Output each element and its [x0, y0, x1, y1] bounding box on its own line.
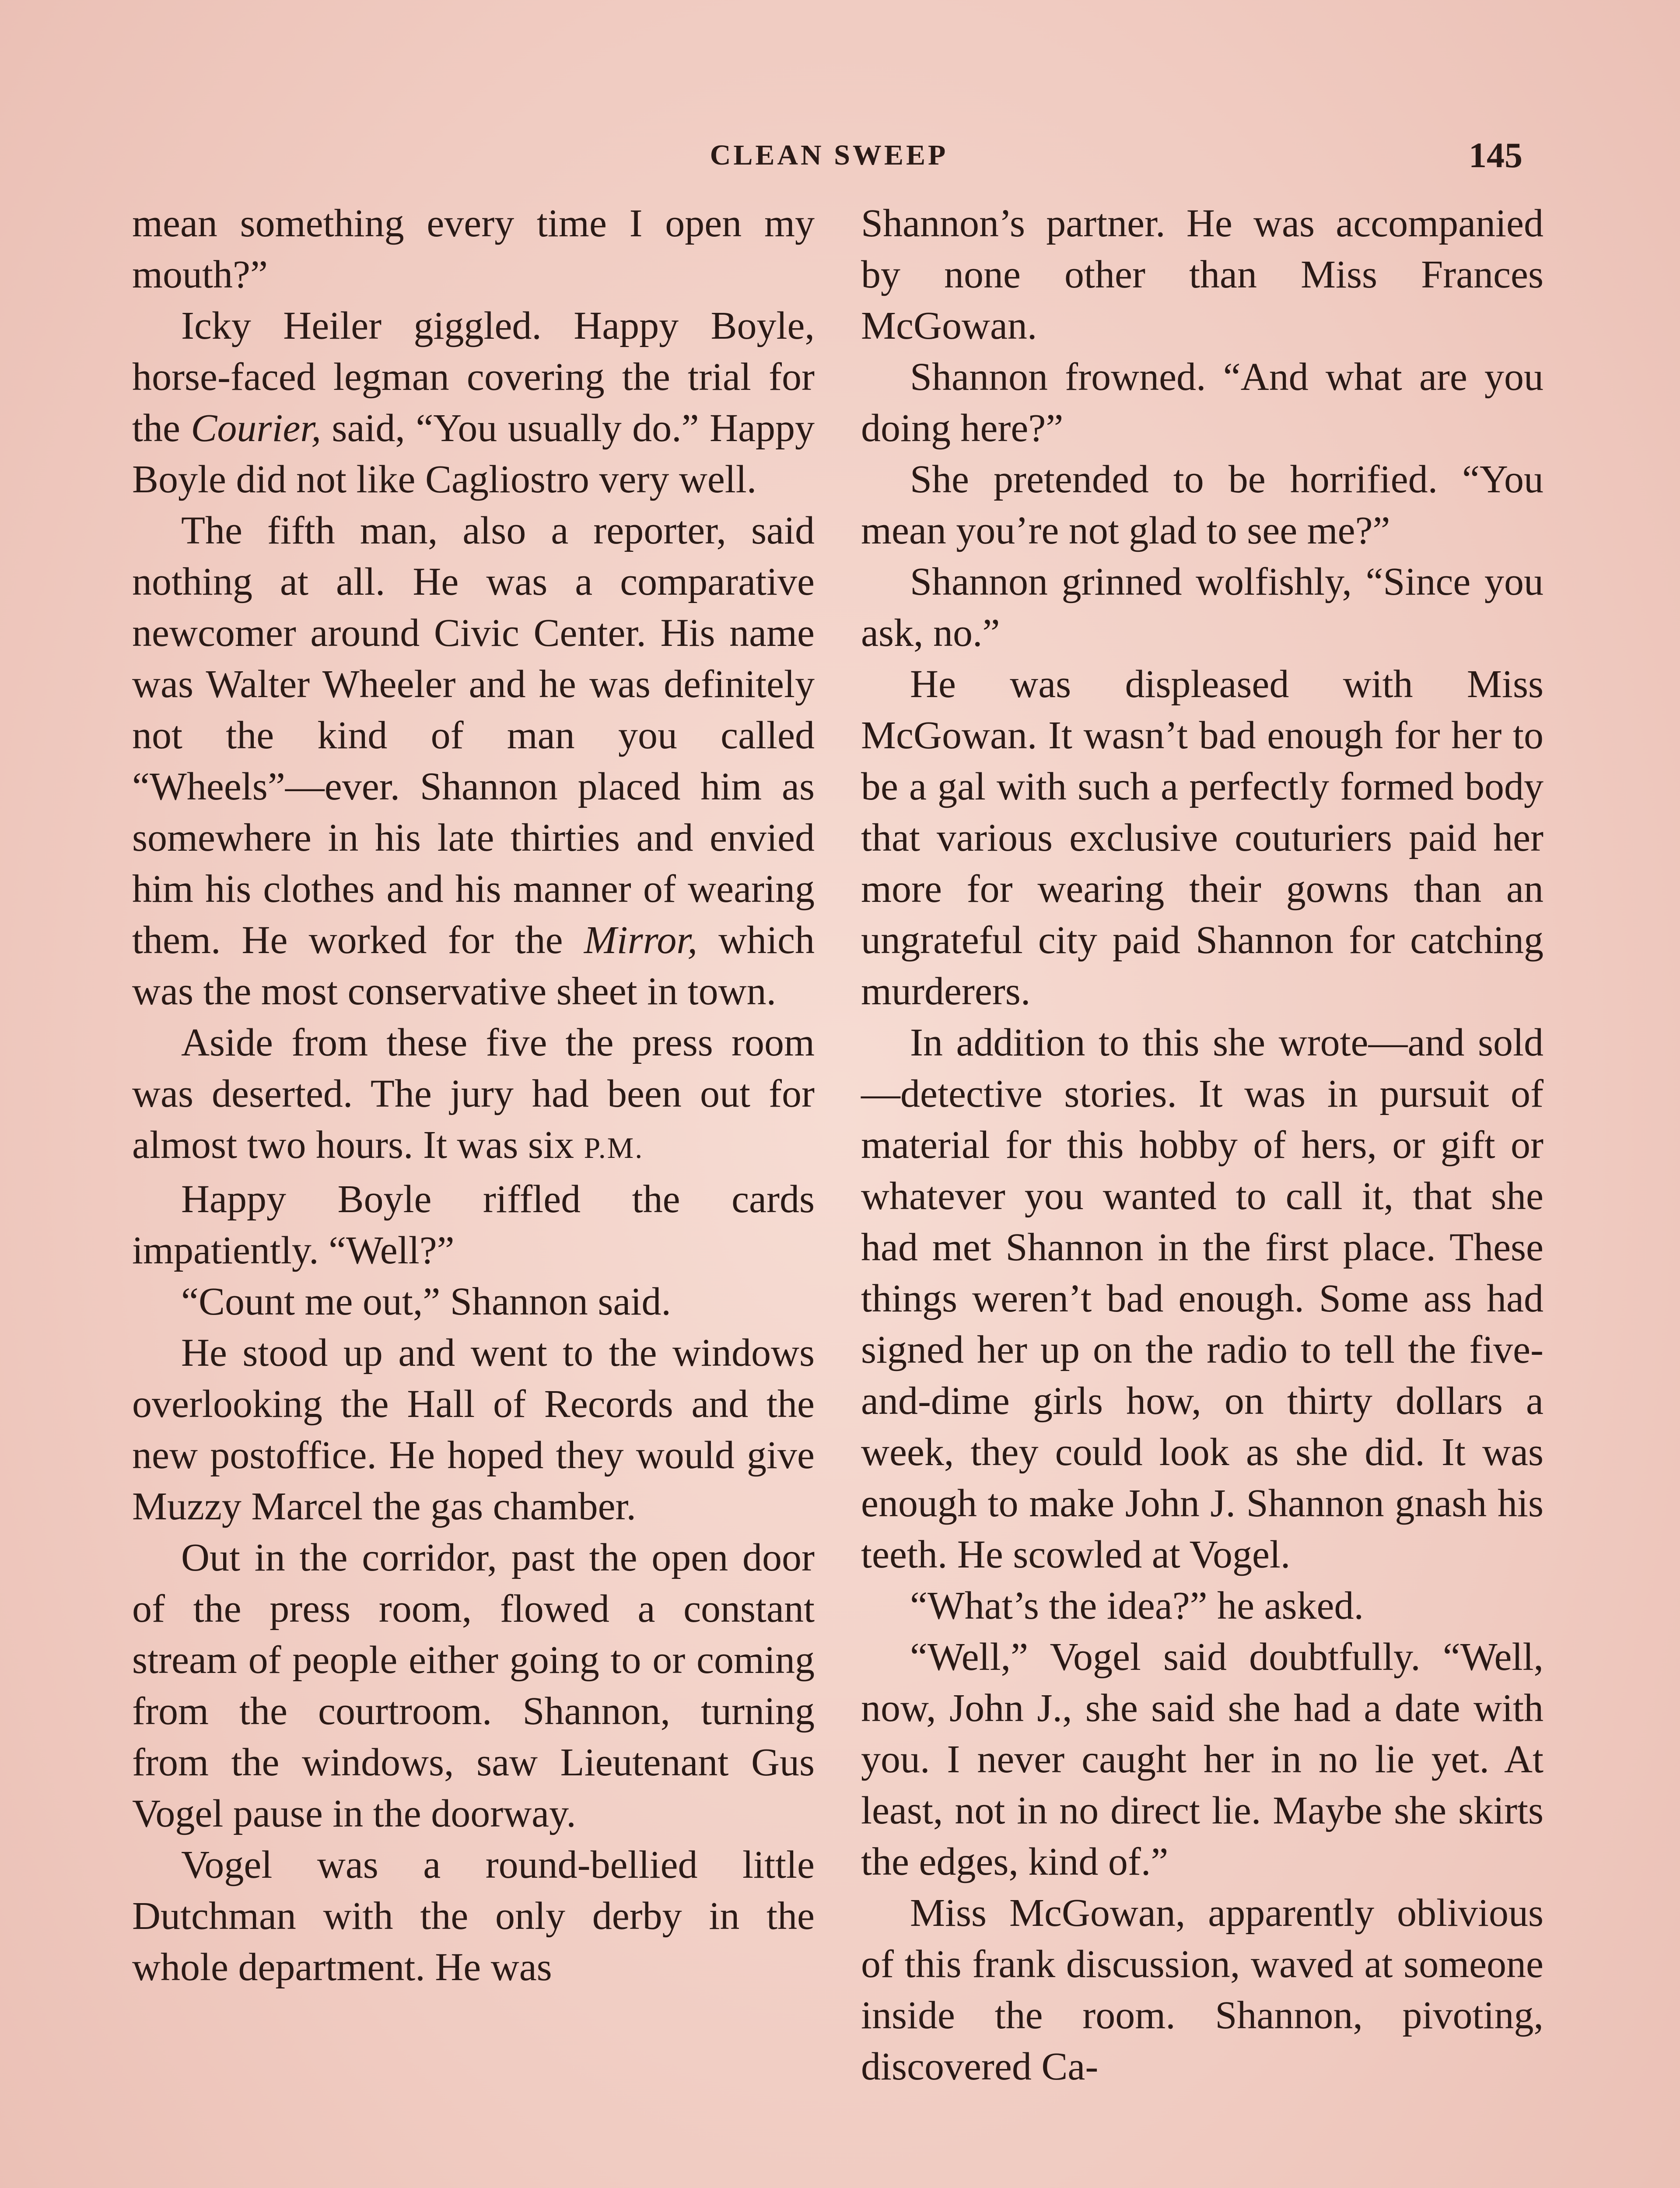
running-title: CLEAN SWEEP — [710, 139, 948, 171]
paragraph: He was displeased with Miss McGowan. It wasn’t bad enough for her to be a gal with such a perfectly formed body that various exclusive couturiers paid her more for wearing their gowns than an ungrateful city paid Shannon for catching murderers. — [861, 663, 1544, 1013]
newspaper-name: Courier, — [191, 407, 321, 450]
paragraph: “What’s the idea?” he asked. — [910, 1584, 1364, 1627]
right-column — [861, 198, 1544, 2092]
paragraph: Vogel was a round-bellied little Dutchman with the only derby in the whole department. He was — [132, 1843, 815, 1989]
paragraph: “Count me out,” Shannon said. — [181, 1280, 671, 1323]
newspaper-name: Mirror, — [584, 919, 697, 962]
left-column — [132, 198, 815, 1993]
paragraph: Icky Heiler giggled. Happy Boyle, horse-faced legman covering the trial for the Courier, said, “You usually do.” Happy Boyle did not like Cagliostro very well. — [132, 304, 815, 501]
paragraph: He stood up and went to the windows overlooking the Hall of Records and the new postoffice. He hoped they would give Muzzy Marcel the gas chamber. — [132, 1331, 815, 1528]
paragraph: She pretended to be horrified. “You mean you’re not glad to see me?” — [861, 458, 1544, 552]
paragraph: Happy Boyle riffled the cards impatiently. “Well?” — [132, 1178, 815, 1272]
paragraph: Shannon grinned wolfishly, “Since you ask, no.” — [861, 560, 1544, 655]
time-abbrev: P.M. — [584, 1131, 644, 1164]
paragraph: mean something every time I open my mouth?” — [132, 202, 815, 296]
paragraph: “Well,” Vogel said doubtfully. “Well, now, John J., she said she had a date with you. I never caught her in no lie yet. At least, not in no direct lie. Maybe she skirts the edges, kind of.” — [861, 1635, 1544, 1883]
paragraph: Miss McGowan, apparently oblivious of this frank discussion, waved at someone inside the room. Shannon, pivoting, discovered Ca- — [861, 1891, 1544, 2088]
paragraph: Shannon frowned. “And what are you doing here?” — [861, 355, 1544, 450]
page-header — [136, 131, 1522, 179]
paragraph: Out in the corridor, past the open door of the press room, flowed a constant stream of people either going to or coming from the courtroom. Shannon, turning from the windows, saw Lieutenant Gus Vogel pause in the doorway. — [132, 1536, 815, 1835]
paragraph: In addition to this she wrote—and sold—detective stories. It was in pursuit of material for this hobby of hers, or gift or whatever you wanted to call it, that she had met Shannon in the first place. These things weren’t bad enough. Some ass had signed her up on the radio to tell the five-and-dime girls how, on thirty dollars a week, they could look as she did. It was enough to make John J. Shannon gnash his teeth. He scowled at Vogel. — [861, 1021, 1544, 1576]
page-number: 145 — [1469, 135, 1522, 175]
paragraph: The fifth man, also a reporter, said nothing at all. He was a comparative newcomer around Civic Center. His name was Walter Wheeler and he was definitely not the kind of man you called “Wheels”—ever. Shannon placed him as somewhere in his late thirties and envied him his clothes and his manner of wearing them. He worked for the Mirror, which was the most conservative sheet in town. — [132, 509, 815, 1013]
paragraph: Shannon’s partner. He was accompanied by none other than Miss Frances McGowan. — [861, 202, 1544, 347]
paragraph: Aside from these five the press room was deserted. The jury had been out for almost two hours. It was six P.M. — [132, 1021, 815, 1167]
